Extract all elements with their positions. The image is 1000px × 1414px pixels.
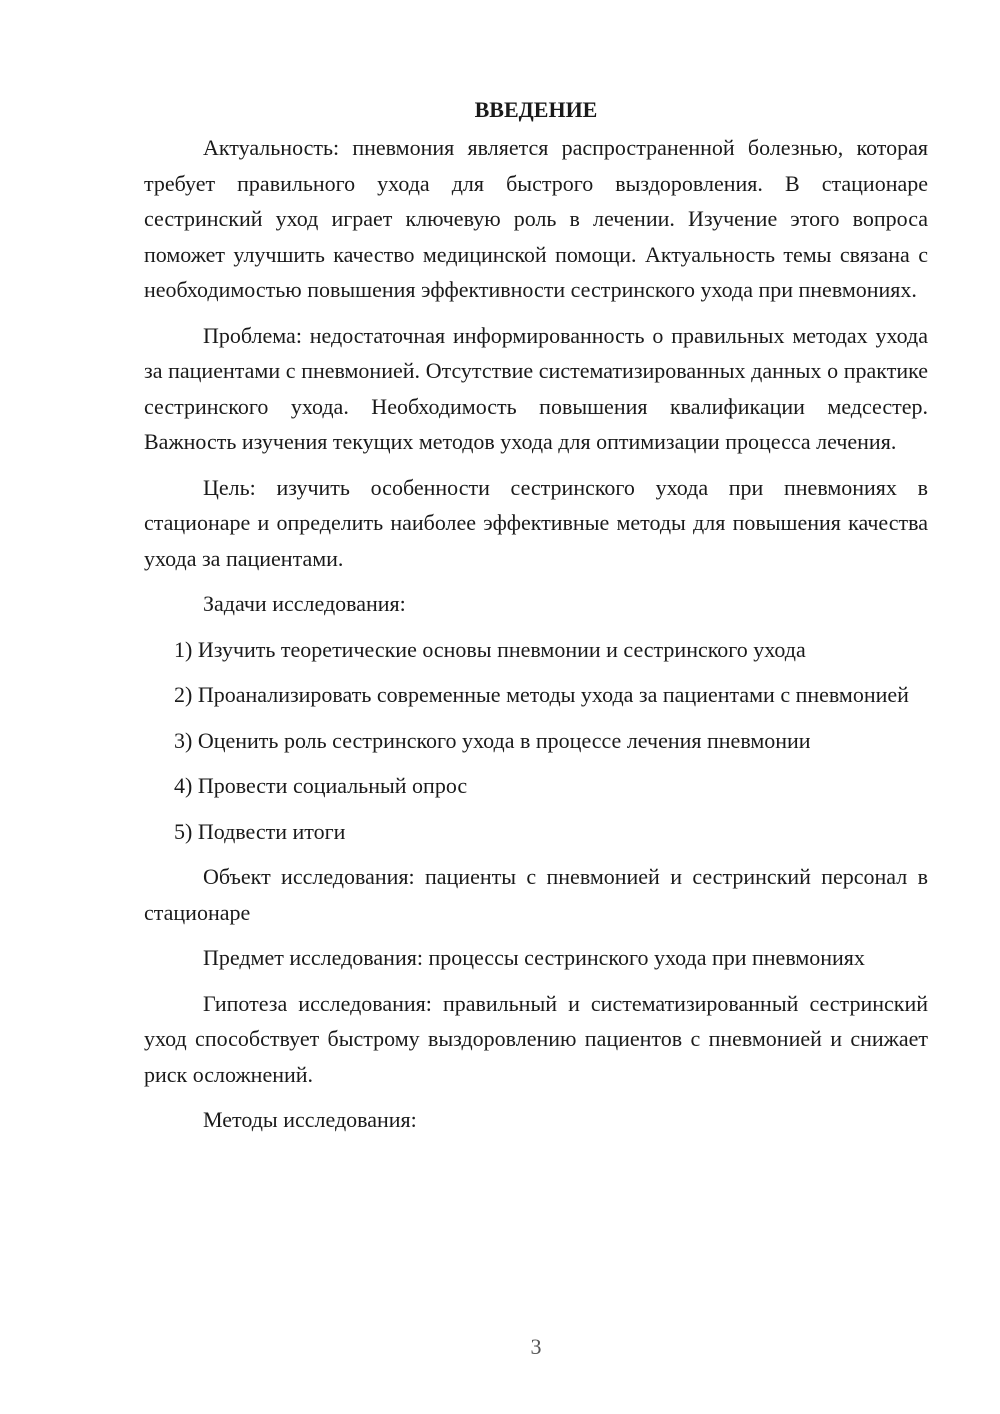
list-item: 2) Проанализировать современные методы ухода за пациентами с пневмонией bbox=[174, 682, 909, 707]
page-title: ВВЕДЕНИЕ bbox=[474, 97, 598, 122]
relevance-paragraph: Актуальность: пневмония является распространенной болезнью, которая требует правильного ухода для быстрого выздоровления. В стационаре сестринский уход играет ключевую роль в лечении. Изучение этого вопроса поможет улучшить качество медицинской помощи. Актуальность темы связана с необходимостью повышения эффективности сестринского ухода при пневмониях. bbox=[144, 135, 928, 302]
document-page bbox=[144, 92, 928, 1148]
problem-paragraph: Проблема: недостаточная информированность о правильных методах ухода за пациентами с пневмонией. Отсутствие систематизированных данных о практике сестринского ухода. Необходимость повышения квалификации медсестер. Важность изучения текущих методов ухода для оптимизации процесса лечения. bbox=[144, 322, 928, 454]
object-paragraph: Объект исследования: пациенты с пневмонией и сестринский персонал в стационаре bbox=[144, 864, 928, 925]
subject-paragraph: Предмет исследования: процессы сестринского ухода при пневмониях bbox=[203, 945, 865, 970]
page-number: 3 bbox=[530, 1334, 542, 1359]
list-item: 1) Изучить теоретические основы пневмонии и сестринского ухода bbox=[174, 636, 806, 662]
hypothesis-paragraph: Гипотеза исследования: правильный и систематизированный сестринский уход способствует быстрому выздоровлению пациентов с пневмонией и снижает риск осложнений. bbox=[144, 990, 928, 1087]
list-item: 5) Подвести итоги bbox=[174, 818, 346, 844]
goal-paragraph: Цель: изучить особенности сестринского ухода при пневмониях в стационаре и определить наиболее эффективные методы для повышения качества ухода за пациентами. bbox=[144, 474, 928, 571]
tasks-title: Задачи исследования: bbox=[203, 591, 406, 616]
list-item: 3) Оценить роль сестринского ухода в процессе лечения пневмонии bbox=[174, 727, 811, 753]
methods-title: Методы исследования: bbox=[203, 1107, 417, 1132]
list-item: 4) Провести социальный опрос bbox=[174, 773, 468, 798]
tasks-list bbox=[144, 632, 928, 850]
